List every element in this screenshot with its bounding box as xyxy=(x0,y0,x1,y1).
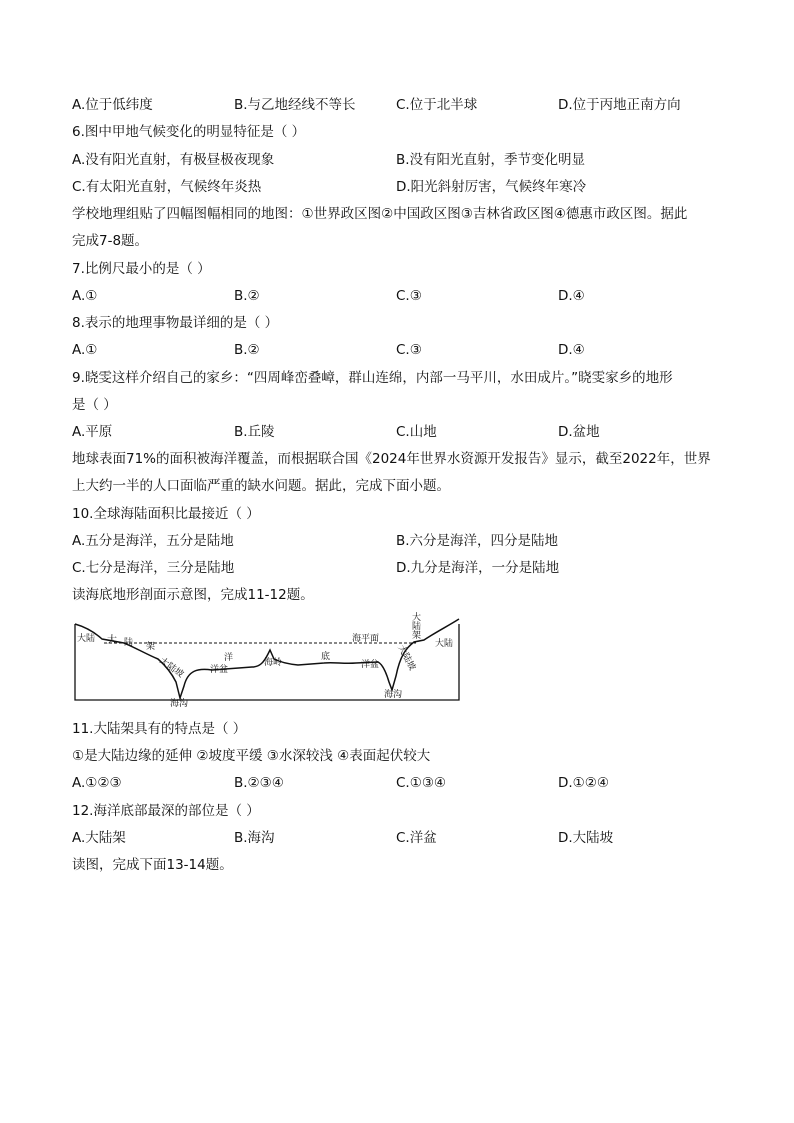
q5-option-a: A.位于低纬度 xyxy=(72,97,153,113)
label-shelf-left-1: 大 xyxy=(107,635,117,646)
q12-option-b: B.海沟 xyxy=(234,830,275,846)
q11-option-b: B.②③④ xyxy=(234,775,284,791)
q10-option-b: B.六分是海洋，四分是陆地 xyxy=(396,533,559,549)
q12-option-c: C.洋盆 xyxy=(396,830,437,846)
q8-option-a: A.① xyxy=(72,342,98,358)
q5-option-b: B.与乙地经线不等长 xyxy=(234,97,356,113)
q11-option-c: C.①③④ xyxy=(396,775,447,791)
q9-option-d: D.盆地 xyxy=(558,424,600,440)
label-shelf-right-2: 陆 xyxy=(412,622,422,632)
label-shelf-left-2: 陆 xyxy=(124,638,134,648)
q6-stem: 6.图中甲地气候变化的明显特征是（ ） xyxy=(72,124,306,140)
q7-option-a: A.① xyxy=(72,288,98,304)
label-land-left: 大陆 xyxy=(77,634,96,644)
q12-option-a: A.大陆架 xyxy=(72,830,126,846)
intro-1314: 读图，完成下面13-14题。 xyxy=(72,857,233,873)
label-land-right: 大陆 xyxy=(435,639,454,649)
q7-stem: 7.比例尺最小的是（ ） xyxy=(72,261,211,277)
seafloor-profile-diagram xyxy=(72,610,462,708)
q5-option-c: C.位于北半球 xyxy=(396,97,478,113)
q9-stem-line2: 是（ ） xyxy=(72,397,117,413)
q6-option-d: D.阳光斜射厉害，气候终年寒冷 xyxy=(396,179,587,195)
label-slope-left: 大陆坡 xyxy=(157,656,186,680)
q9-option-a: A.平原 xyxy=(72,424,113,440)
label-trench-left: 海沟 xyxy=(170,699,189,708)
q8-option-c: C.③ xyxy=(396,342,422,358)
q7-option-c: C.③ xyxy=(396,288,422,304)
label-slope-right: 大陆坡 xyxy=(395,643,417,673)
q12-stem: 12.海洋底部最深的部位是（ ） xyxy=(72,803,260,819)
q10-option-d: D.九分是海洋，一分是陆地 xyxy=(396,560,560,576)
q7-option-b: B.② xyxy=(234,288,260,304)
label-sea-level: 海平面 xyxy=(352,634,380,644)
label-basin-right: 洋盆 xyxy=(361,660,380,670)
intro-78-line2: 完成7-8题。 xyxy=(72,233,149,249)
q9-option-c: C.山地 xyxy=(396,424,437,440)
q9-stem-line1: 9.晓雯这样介绍自己的家乡：“四周峰峦叠嶂，群山连绵，内部一马平川，水田成片。”晓雯家乡的地形 xyxy=(72,370,673,386)
label-shelf-right-1: 大 xyxy=(412,613,422,623)
q6-option-c: C.有太阳光直射，气候终年炎热 xyxy=(72,179,262,195)
q6-option-b: B.没有阳光直射，季节变化明显 xyxy=(396,152,586,168)
label-basin-left: 洋盆 xyxy=(210,665,229,675)
q10-stem: 10.全球海陆面积比最接近（ ） xyxy=(72,506,260,522)
label-di: 底 xyxy=(321,652,331,662)
intro-78-line1: 学校地理组贴了四幅图幅相同的地图：①世界政区图②中国政区图③吉林省政区图④德惠市政区图。据此 xyxy=(72,206,688,222)
q11-stem: 11.大陆架具有的特点是（ ） xyxy=(72,721,247,737)
q11-option-a: A.①②③ xyxy=(72,775,122,791)
q6-option-a: A.没有阳光直射，有极昼极夜现象 xyxy=(72,152,275,168)
label-shelf-left-3: 架 xyxy=(146,642,156,652)
q9-option-b: B.丘陵 xyxy=(234,424,275,440)
q8-stem: 8.表示的地理事物最详细的是（ ） xyxy=(72,315,279,331)
label-ridge: 海岭 xyxy=(264,658,283,668)
label-yang: 洋 xyxy=(224,653,234,663)
q8-option-b: B.② xyxy=(234,342,260,358)
label-shelf-right-3: 架 xyxy=(412,631,422,641)
label-trench-right: 海沟 xyxy=(384,690,403,700)
q10-option-c: C.七分是海洋，三分是陆地 xyxy=(72,560,235,576)
intro-10-line1: 地球表面71%的面积被海洋覆盖，而根据联合国《2024年世界水资源开发报告》显示，截至2022年，世界 xyxy=(72,451,711,467)
intro-1112: 读海底地形剖面示意图，完成11-12题。 xyxy=(72,587,314,603)
q7-option-d: D.④ xyxy=(558,288,585,304)
q11-option-d: D.①②④ xyxy=(558,775,609,791)
q5-option-d: D.位于丙地正南方向 xyxy=(558,97,681,113)
intro-10-line2: 上大约一半的人口面临严重的缺水问题。据此，完成下面小题。 xyxy=(72,478,450,494)
q10-option-a: A.五分是海洋，五分是陆地 xyxy=(72,533,234,549)
q8-option-d: D.④ xyxy=(558,342,585,358)
q11-statements: ①是大陆边缘的延伸 ②坡度平缓 ③水深较浅 ④表面起伏较大 xyxy=(72,748,431,764)
q12-option-d: D.大陆坡 xyxy=(558,830,614,846)
